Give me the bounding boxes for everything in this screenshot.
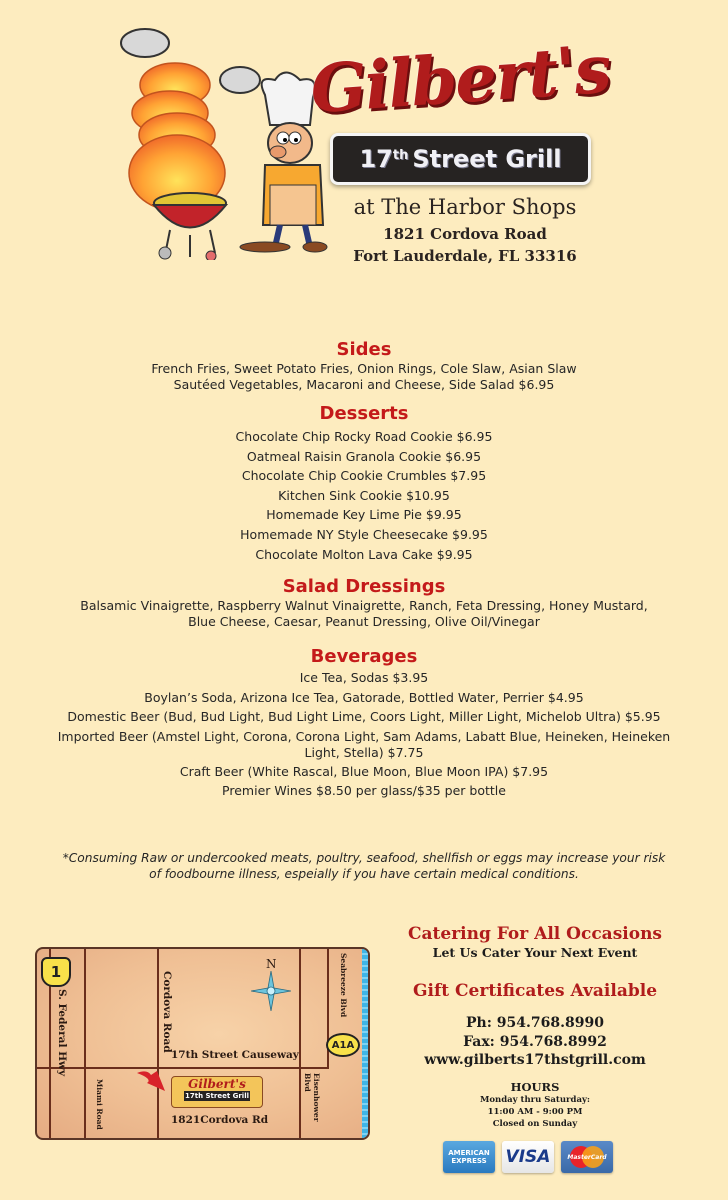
route-1-shield-icon: 1 [41,957,71,987]
catering-subtitle: Let Us Cater Your Next Event [432,945,638,960]
location-text: at The Harbor Shops [353,195,577,219]
fax-number: Fax: 954.768.8992 [463,1034,607,1050]
beverage-item: Ice Tea, Sodas $3.95 [299,670,429,685]
beverage-item: Premier Wines $8.50 per glass/$35 per bottle [222,783,506,799]
mastercard-icon: MasterCard [561,1141,613,1173]
brand-name-logo: Gilbert's [308,29,612,129]
hours-closed: Closed on Sunday [492,1119,578,1129]
hours-title: HOURS [510,1080,560,1094]
dessert-item: Chocolate Molton Lava Cake $9.95 [255,546,473,562]
food-safety-notice [20,850,708,882]
gift-certificates: Gift Certificates Available [412,981,658,1001]
dressings-line: Blue Cheese, Caesar, Peanut Dressing, Olive Oil/Vinegar [188,614,540,629]
notice-line-1: *Consuming Raw or undercooked meats, poultry, seafood, shellfish or eggs may increase your risk [62,851,666,865]
street-label-causeway: 17th Street Causeway [171,1049,299,1061]
address-line-1: 1821 Cordova Road [383,225,547,243]
website-link[interactable]: www.gilberts17thstgrill.com [424,1052,646,1068]
restaurant-marker [171,1076,263,1108]
marker-subtitle: 17th Street Grill [184,1092,250,1100]
street-label-cordova-rd: 1821Cordova Rd [171,1114,269,1126]
address-line-2: Fort Lauderdale, FL 33316 [353,247,577,265]
dessert-item: Homemade NY Style Cheesecake $9.95 [240,526,488,542]
beverage-item: Craft Beer (White Rascal, Blue Moon, Blue Moon IPA) $7.95 [179,763,549,779]
compass-rose-icon [251,971,291,1011]
notice-line-2: of foodbourne illness, espeially if you have certain medical conditions. [149,867,579,881]
phone-number: Ph: 954.768.8990 [466,1015,604,1031]
hours-time: 11:00 AM - 9:00 PM [487,1107,583,1117]
section-title-beverages: Beverages [310,646,418,667]
visa-card-icon: VISA [502,1141,554,1173]
beverage-item-continued: Light, Stella) $7.75 [304,744,424,760]
section-title-sides: Sides [336,339,392,360]
dressings-line: Balsamic Vinaigrette, Raspberry Walnut Vinaigrette, Ranch, Feta Dressing, Honey Mustard, [80,598,648,613]
street-label-seabreeze: Seabreeze Blvd [339,953,348,1018]
street-label-cordova-road: Cordova Road [161,971,173,1053]
catering-title: Catering For All Occasions [408,924,662,944]
salad-dressings-section [20,576,708,630]
section-title-salad-dressings: Salad Dressings [282,576,446,597]
location-arrow-icon [137,1069,167,1093]
amex-card-icon: AMERICAN EXPRESS [443,1141,495,1173]
street-label-miami: Miami Road [95,1079,104,1130]
hours-days: Monday thru Saturday: [479,1095,591,1105]
sides-section [20,339,708,393]
marker-name: Gilbert's [188,1077,246,1091]
street-label-federal: S. Federal Hwy [56,989,68,1077]
subtitle-rest: Street Grill [412,145,562,173]
sides-line: French Fries, Sweet Potato Fries, Onion Rings, Cole Slaw, Asian Slaw [151,361,577,376]
waterway [362,949,368,1138]
beverage-item: Boylan’s Soda, Arizona Ice Tea, Gatorade, Bottled Water, Perrier $4.95 [144,689,584,705]
beverages-section [20,646,708,801]
route-a1a-shield-icon: A1A [326,1033,360,1057]
compass-north-label: N [266,957,277,971]
beverage-item: Domestic Beer (Bud, Bud Light, Bud Light Lime, Coors Light, Miller Light, Michelob Ultra) $5.95 [67,709,661,725]
desserts-section [20,403,708,564]
street-label-eisenhower: Eisenhower Blvd [303,1073,321,1122]
brand-subtitle-plate [330,133,591,185]
dessert-item: Oatmeal Raisin Granola Cookie $6.95 [246,448,482,464]
dessert-item: Kitchen Sink Cookie $10.95 [278,487,450,503]
dessert-item: Homemade Key Lime Pie $9.95 [266,507,462,523]
subtitle-suffix: th [392,147,409,163]
sides-line: Sautéed Vegetables, Macaroni and Cheese, Side Salad $6.95 [173,377,555,392]
section-title-desserts: Desserts [319,403,409,424]
subtitle-number: 17 [359,145,393,173]
beverage-item: Imported Beer (Amstel Light, Corona, Corona Light, Sam Adams, Labatt Blue, Heineken, Heineken [57,728,671,744]
location-map [35,947,370,1140]
dessert-item: Chocolate Chip Rocky Road Cookie $6.95 [235,429,493,444]
dessert-item: Chocolate Chip Cookie Crumbles $7.95 [241,468,487,484]
